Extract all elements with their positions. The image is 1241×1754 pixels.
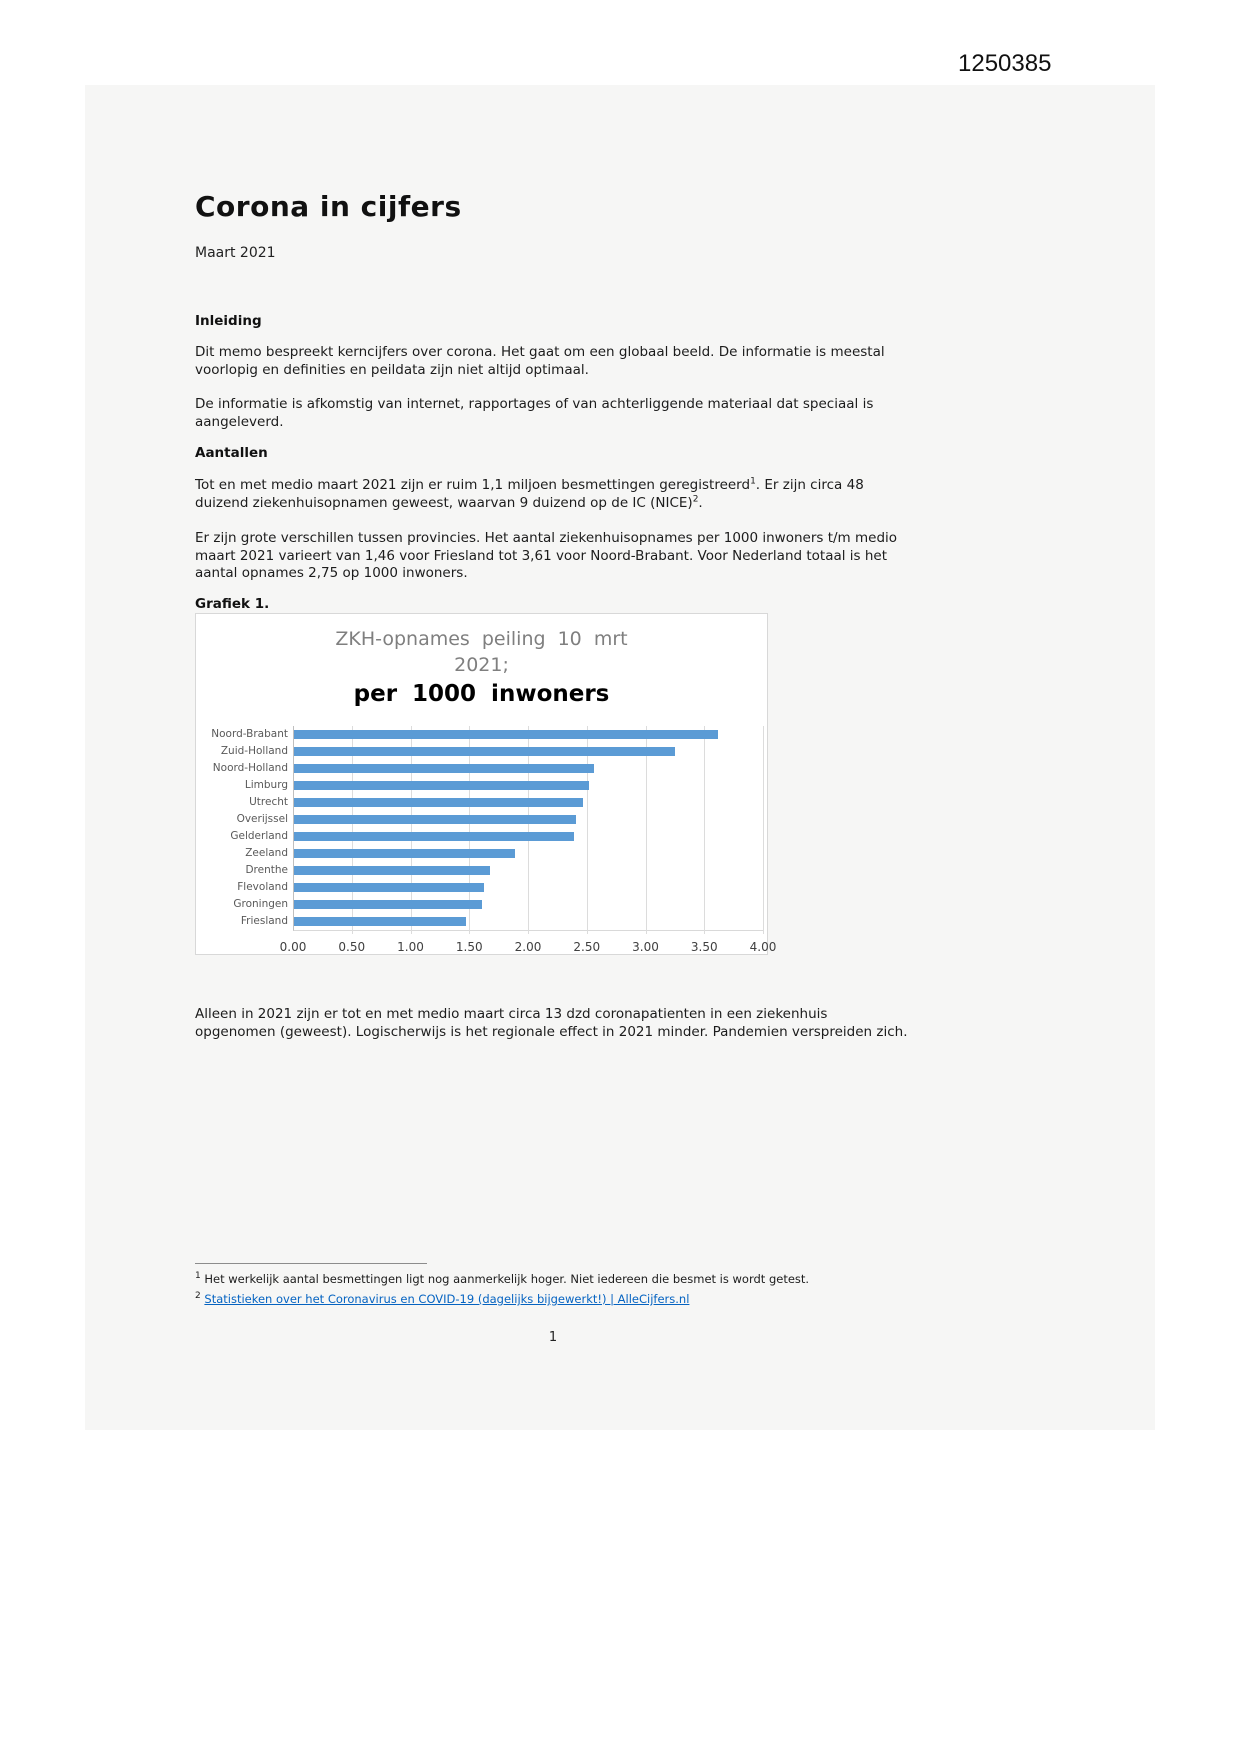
chart-bar-zeeland: [294, 849, 515, 858]
footnote-ref-1: 1: [750, 476, 756, 487]
chart-bar-overijssel: [294, 815, 576, 824]
x-axis-tick-label: 3.50: [690, 940, 718, 954]
paragraph-aantallen-1: [195, 477, 911, 512]
chart-gridline: [646, 726, 647, 934]
footnote-2: [195, 1291, 911, 1307]
footnote-2-link[interactable]: Statistieken over het Coronavirus en COVID-19 (dagelijks bijgewerkt!) | AlleCijfers.nl: [204, 1292, 690, 1306]
chart-category-label: Utrecht: [249, 796, 288, 808]
aantallen-p1-text: Tot en met medio maart 2021 zijn er ruim 1,1 miljoen besmettingen geregistreerd: [195, 477, 751, 493]
footnote-2-marker: 2: [195, 1291, 201, 1302]
page-title: Corona in cijfers: [195, 190, 462, 223]
chart-plot-area: [293, 726, 764, 931]
chart-category-label: Overijssel: [236, 813, 288, 825]
chart-title-line-2: 2021;: [454, 654, 509, 676]
chart-category-label: Zuid-Holland: [220, 745, 288, 757]
chart-x-axis-ticks: [279, 940, 777, 956]
x-axis-tick-label: 0.00: [279, 940, 307, 954]
x-axis-tick-label: 4.00: [749, 940, 777, 954]
paragraph-inleiding-2: De informatie is afkomstig van internet, rapportages of van achterliggende materiaal dat speciaal is aangeleverd.: [195, 396, 874, 430]
heading-inleiding: Inleiding: [195, 313, 262, 329]
footnote-1-text: Het werkelijk aantal besmettingen ligt nog aanmerkelijk hoger. Niet iedereen die besmet is wordt getest.: [200, 1272, 810, 1286]
chart-category-label: Flevoland: [237, 881, 288, 893]
chart-bar-groningen: [294, 900, 482, 909]
chart-category-label: Zeeland: [245, 847, 288, 859]
chart-gridline: [763, 726, 764, 934]
page-number: 1: [548, 1330, 558, 1345]
footnote-1: [195, 1271, 911, 1287]
footnote-separator: [195, 1263, 427, 1264]
chart-title-line-1: ZKH-opnames peiling 10 mrt: [335, 628, 628, 650]
chart-category-label: Noord-Brabant: [211, 728, 288, 740]
chart-bar-zuid-holland: [294, 747, 675, 756]
x-axis-tick-label: 2.50: [573, 940, 601, 954]
heading-aantallen: Aantallen: [195, 445, 268, 461]
chart-category-label: Drenthe: [245, 864, 288, 876]
chart-gridline: [587, 726, 588, 934]
chart-bar-limburg: [294, 781, 589, 790]
x-axis-tick-label: 1.50: [455, 940, 483, 954]
aantallen-p1-text3: .: [698, 494, 703, 511]
chart-gridline: [528, 726, 529, 934]
paragraph-aantallen-2: Er zijn grote verschillen tussen provincies. Het aantal ziekenhuisopnames per 1000 inwoners t/m medio maart 2021 varieert van 1,46 voor Friesland tot 3,61 voor Noord-Brabant. Voor Nederland totaal is het aantal opnames 2,75 op 1000 inwoners.: [195, 530, 898, 581]
footnote-1-marker: 1: [195, 1271, 201, 1282]
chart-category-labels: [200, 726, 288, 930]
x-axis-tick-label: 1.00: [397, 940, 424, 954]
document-number: 1250385: [958, 50, 1052, 77]
chart-category-label: Friesland: [240, 915, 288, 927]
paragraph-inleiding-1: Dit memo bespreekt kerncijfers over corona. Het gaat om een globaal beeld. De informatie is meestal voorlopig en definities en peildata zijn niet altijd optimaal.: [195, 344, 885, 378]
chart-category-label: Groningen: [233, 898, 288, 910]
paragraph-after-chart: Alleen in 2021 zijn er tot en met medio maart circa 13 dzd coronapatienten in een ziekenhuis opgenomen (geweest). Logischerwijs is het regionale effect in 2021 minder. Pandemien verspreiden zich.: [195, 1006, 908, 1040]
chart-bar-gelderland: [294, 832, 574, 841]
chart-category-label: Limburg: [244, 779, 288, 791]
x-axis-tick-label: 2.00: [514, 940, 542, 954]
chart-bar-drenthe: [294, 866, 490, 875]
chart-category-label: Noord-Holland: [212, 762, 288, 774]
chart-category-label: Gelderland: [230, 830, 288, 842]
x-axis-tick-label: 0.50: [338, 940, 366, 954]
chart-bar-flevoland: [294, 883, 484, 892]
x-axis-tick-label: 3.00: [632, 940, 659, 954]
chart-bar-friesland: [294, 917, 466, 926]
chart-gridline: [704, 726, 705, 934]
chart-bar-noord-holland: [294, 764, 594, 773]
chart-bar-noord-brabant: [294, 730, 718, 739]
aantallen-p1-text2: . Er zijn circa 48 duizend ziekenhuisopnamen geweest, waarvan 9 duizend op de IC (NICE): [195, 477, 864, 511]
chart-bar-utrecht: [294, 798, 583, 807]
bar-chart: [195, 613, 777, 955]
chart-title-line-3: per 1000 inwoners: [353, 681, 610, 707]
heading-grafiek-1: Grafiek 1.: [195, 596, 270, 612]
page-subtitle: Maart 2021: [195, 245, 276, 261]
footnote-ref-2: 2: [692, 494, 699, 504]
